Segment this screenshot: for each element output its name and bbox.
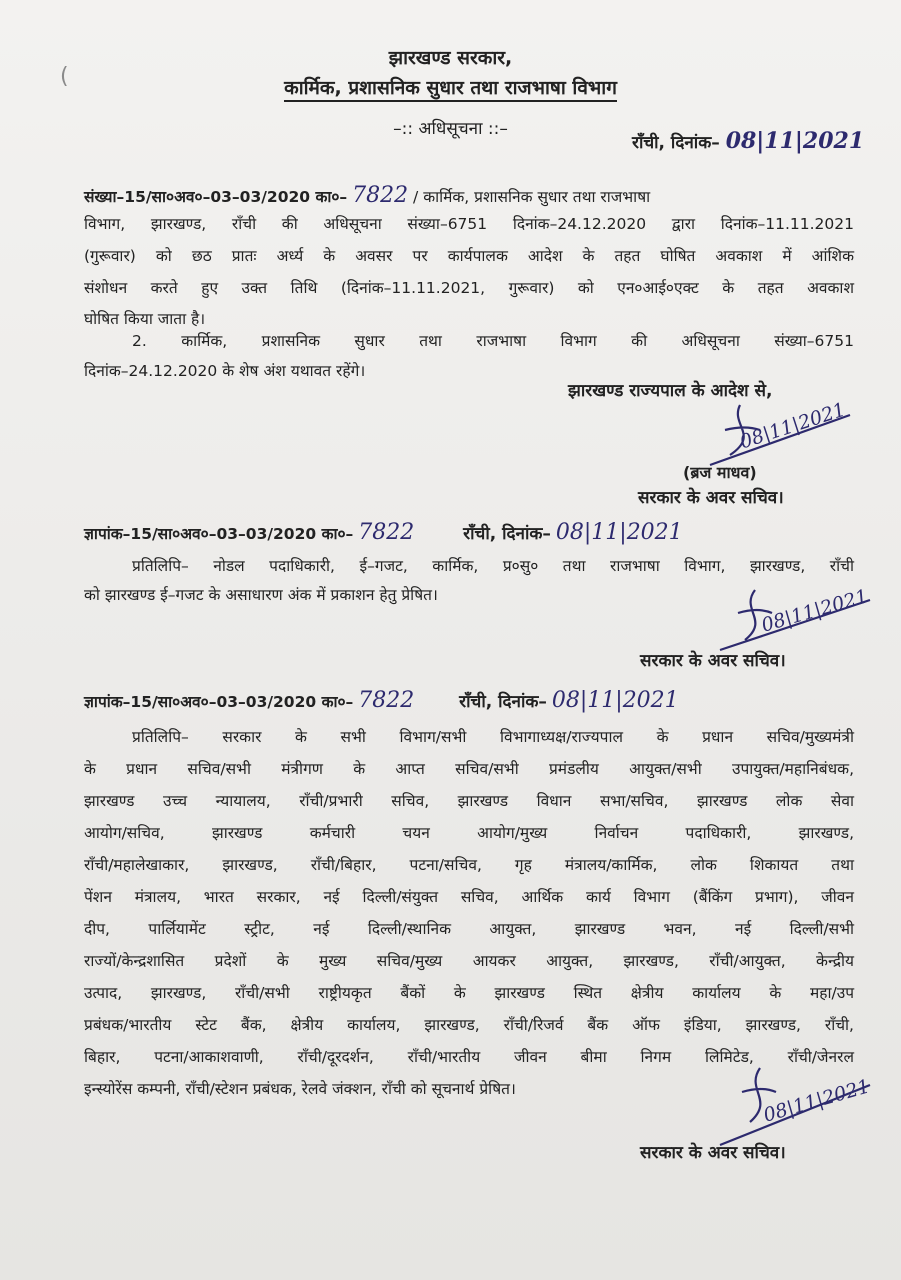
memo2-line: राँची/महालेखाकार, झारखण्ड, राँची/बिहार, पटना/सचिव, गृह मंत्रालय/कार्मिक, लोक शिकायत तथा [84, 856, 854, 874]
notification-line-5: घोषित किया जाता है। [84, 310, 206, 328]
memo2-line: प्रबंधक/भारतीय स्टेट बैंक, क्षेत्रीय कार्यालय, झारखण्ड, राँची/रिजर्व बैंक ऑफ इंडिया, झारखण्ड, राँची, [84, 1016, 854, 1034]
memo2-line: उत्पाद, झारखण्ड, राँची/सभी राष्ट्रीयकृत बैंकों के झारखण्ड स्थित क्षेत्रीय कार्यालय के महा/उप [84, 984, 854, 1002]
signatory-title-2: सरकार के अवर सचिव। [640, 651, 786, 671]
memo2-handwritten-date: 08|11|2021 [551, 688, 679, 713]
signature-date-3: 08|11|2021 [761, 1075, 873, 1127]
memo2-line: आयोग/सचिव, झारखण्ड कर्मचारी चयन आयोग/मुख्य निर्वाचन पदाधिकारी, झारखण्ड, [84, 824, 854, 842]
memo1-copy-line-1: प्रतिलिपि– नोडल पदाधिकारी, ई–गजट, कार्मिक, प्र०सु० तथा राजभाषा विभाग, झारखण्ड, राँची [132, 557, 854, 575]
notification-line-3: (गुरूवार) को छठ प्रातः अर्ध्य के अवसर पर कार्यपालक आदेश के तहत घोषित अवकाश में आंशिक [84, 247, 854, 265]
notice-title: –:: अधिसूचना ::– [393, 119, 508, 139]
memo1-ref: ज्ञापांक–15/सा०अव०–03–03/2020 का०– [84, 525, 354, 543]
notification-line-1-rest: / कार्मिक, प्रशासनिक सुधार तथा राजभाषा [413, 188, 651, 206]
memo2-line: राज्यों/केन्द्रशासित प्रदेशों के मुख्य सचिव/मुख्य आयकर आयुक्त, झारखण्ड, राँची/आयुक्त, केन्द्रीय [84, 952, 854, 970]
handwritten-date: 08|11|2021 [725, 128, 865, 154]
memo2-ref-line [84, 688, 679, 713]
notification-line-4: संशोधन करते हुए उक्त तिथि (दिनांक–11.11.2021, गुरूवार) को एन०आई०एक्ट के तहत अवकाश [84, 279, 854, 297]
memo2-line: के प्रधान सचिव/सभी मंत्रीगण के आप्त सचिव/सभी प्रमंडलीय आयुक्त/सभी उपायुक्त/महानिबंधक, [84, 760, 854, 778]
memo2-line: बिहार, पटना/आकाशवाणी, राँची/दूरदर्शन, राँची/भारतीय जीवन बीमा निगम लिमिटेड, राँची/जेनरल [84, 1048, 854, 1066]
memo2-line: प्रतिलिपि– सरकार के सभी विभाग/सभी विभागाध्यक्ष/राज्यपाल के प्रधान सचिव/मुख्यमंत्री [132, 728, 854, 746]
memo1-date-label: राँची, दिनांक– [463, 524, 551, 544]
signature-date-1: 08|11|2021 [737, 398, 849, 454]
para2-line-1: 2. कार्मिक, प्रशासनिक सुधार तथा राजभाषा विभाग की अधिसूचना संख्या–6751 [132, 332, 854, 350]
signature-date-2: 08|11|2021 [759, 585, 871, 637]
memo2-line: झारखण्ड उच्च न्यायालय, राँची/प्रभारी सचिव, झारखण्ड विधान सभा/सचिव, झारखण्ड लोक सेवा [84, 792, 854, 810]
para2-line-2: दिनांक–24.12.2020 के शेष अंश यथावत रहेंगे। [84, 362, 366, 380]
memo2-line: इन्स्योरेंस कम्पनी, राँची/स्टेशन प्रबंधक, रेलवे जंक्शन, राँची को सूचनार्थ प्रेषित। [84, 1080, 516, 1098]
memo1-ref-line [84, 520, 683, 545]
notice-date-line [632, 128, 864, 154]
memo1-copy-line-2: को झारखण्ड ई–गजट के असाधारण अंक में प्रकाशन हेतु प्रेषित। [84, 586, 438, 604]
memo2-line: पेंशन मंत्रालय, भारत सरकार, नई दिल्ली/संयुक्त सचिव, आर्थिक कार्य विभाग (बैंकिंग प्रभाग), जीवन [84, 888, 854, 906]
memo1-handwritten-ref: 7822 [358, 520, 415, 545]
signatory-title-3: सरकार के अवर सचिव। [640, 1143, 786, 1163]
memo1-handwritten-date: 08|11|2021 [555, 520, 683, 545]
memo2-ref: ज्ञापांक–15/सा०अव०–03–03/2020 का०– [84, 693, 354, 711]
notification-line-1 [84, 183, 650, 208]
signatory-title-1: सरकार के अवर सचिव। [638, 488, 784, 508]
department-heading: कार्मिक, प्रशासनिक सुधार तथा राजभाषा विभाग [0, 74, 901, 100]
governor-order-line: झारखण्ड राज्यपाल के आदेश से, [568, 381, 773, 401]
memo2-line: दीप, पार्लियामेंट स्ट्रीट, नई दिल्ली/स्थानिक आयुक्त, झारखण्ड भवन, नई दिल्ली/सभी [84, 920, 854, 938]
government-heading: झारखण्ड सरकार, [388, 47, 513, 69]
handwritten-ref: 7822 [352, 183, 409, 208]
notification-line-2: विभाग, झारखण्ड, राँची की अधिसूचना संख्या–6751 दिनांक–24.12.2020 द्वारा दिनांक–11.11.2021 [84, 215, 854, 233]
memo2-date-label: राँची, दिनांक– [459, 692, 547, 712]
date-label: राँची, दिनांक– [632, 133, 720, 153]
scan-mark: ( [60, 64, 69, 89]
memo2-handwritten-ref: 7822 [358, 688, 415, 713]
signatory-name: (ब्रज माधव) [683, 463, 757, 482]
notification-ref: संख्या–15/सा०अव०–03–03/2020 का०– [84, 188, 348, 206]
